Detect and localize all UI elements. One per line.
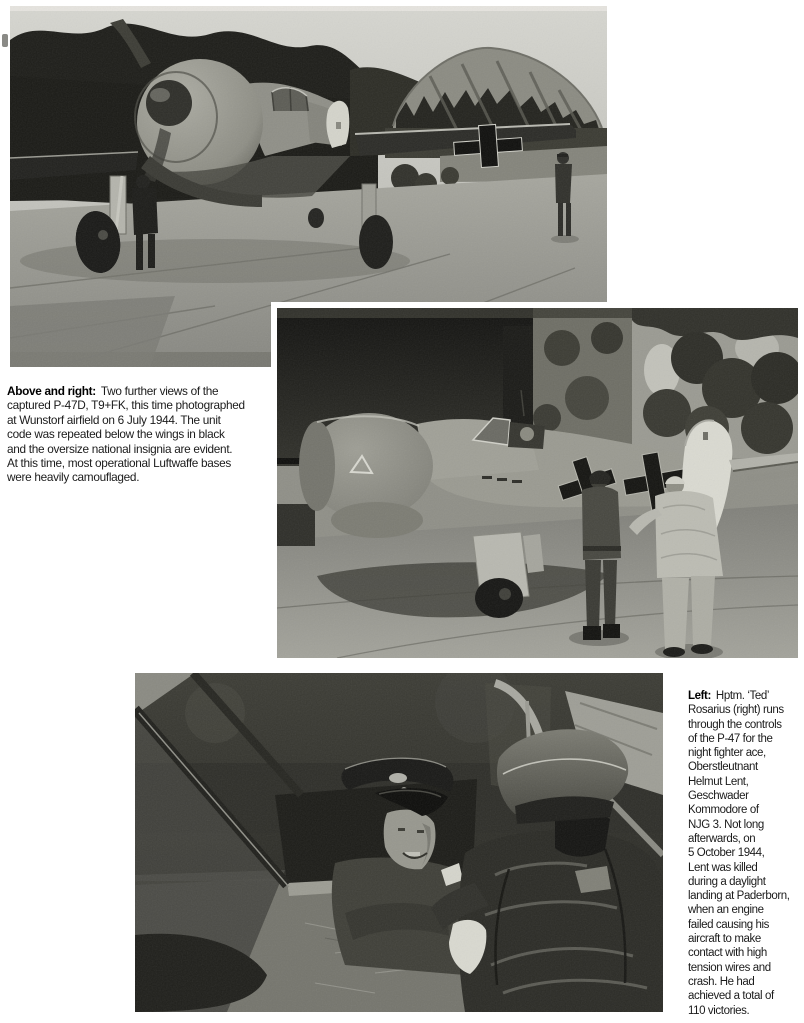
caption-line: at Wunstorf airfield on 6 July 1944. The unit (7, 412, 221, 427)
caption-line: of the P-47 for the (688, 732, 773, 745)
caption-line: Lent was killed (688, 861, 758, 874)
caption-line: crash. He had (688, 975, 755, 988)
caption-line: 110 victories. (688, 1004, 750, 1017)
caption-line: and the oversize national insignia are evident. (7, 441, 233, 456)
caption-line: captured P-47D, T9+FK, this time photographed (7, 398, 245, 413)
caption-line: night fighter ace, (688, 747, 766, 760)
caption-body (7, 398, 275, 484)
photo-middle-p47-side-view (277, 308, 798, 658)
caption-line: 5 October 1944, (688, 847, 765, 860)
caption-line: Kommodore of (688, 804, 759, 817)
photo-middle-frame (271, 302, 798, 658)
caption-line: Helmut Lent, (688, 775, 749, 788)
photo-bottom-cockpit-scene (135, 673, 663, 1012)
photo-middle-illustration (277, 308, 798, 658)
caption-line: landing at Paderborn, (688, 890, 790, 903)
caption-line: during a daylight (688, 875, 766, 888)
caption-line: code was repeated below the wings in black (7, 427, 225, 442)
caption-line: achieved a total of (688, 990, 774, 1003)
caption-body (688, 703, 802, 1018)
caption-line: were heavily camouflaged. (7, 470, 140, 485)
scan-artifact-mark (2, 34, 8, 47)
caption-line: aircraft to make (688, 933, 761, 946)
caption-line: Oberstleutnant (688, 761, 758, 774)
caption-line: Geschwader (688, 790, 749, 803)
caption-line: through the controls (688, 718, 782, 731)
caption-line (7, 384, 275, 398)
caption-line: afterwards, on (688, 832, 756, 845)
caption-text: Two further views of the (100, 384, 219, 398)
caption-line: when an engine (688, 904, 764, 917)
caption-line: NJG 3. Not long (688, 818, 764, 831)
caption-line: Rosarius (right) runs (688, 704, 784, 717)
caption-above-and-right (7, 384, 275, 485)
photo-bottom-illustration (135, 673, 663, 1012)
caption-line (688, 689, 802, 703)
caption-lead: Left: (688, 690, 711, 702)
caption-line: failed causing his (688, 918, 770, 931)
caption-line: At this time, most operational Luftwaffe bases (7, 456, 232, 471)
caption-text: Hptm. ‘Ted’ (715, 690, 770, 702)
caption-line: tension wires and (688, 961, 771, 974)
caption-lead: Above and right: (7, 384, 96, 398)
caption-left-cockpit (688, 689, 802, 1018)
caption-line: contact with high (688, 947, 767, 960)
